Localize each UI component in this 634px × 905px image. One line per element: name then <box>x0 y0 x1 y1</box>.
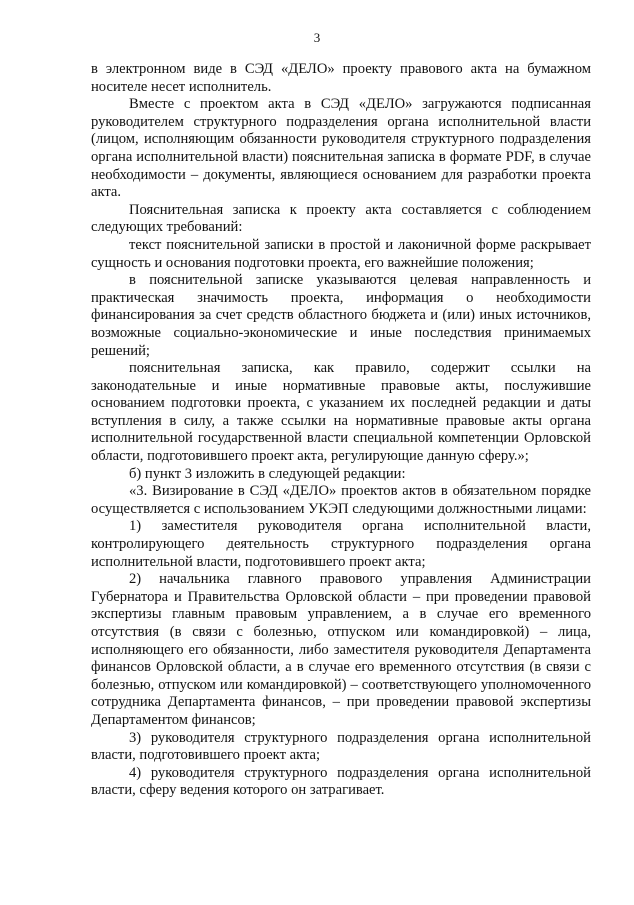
paragraph: текст пояснительной записки в простой и лаконичной форме раскрывает сущность и основания подготовки проекта, его важнейшие положения; <box>91 236 591 271</box>
document-body <box>91 61 591 800</box>
paragraph: «3. Визирование в СЭД «ДЕЛО» проектов актов в обязательном порядке осуществляется с использованием УКЭП следующими должностными лицами: <box>91 483 591 517</box>
paragraph: 1) заместителя руководителя органа исполнительной власти, контролирующего деятельность структурного подразделения органа исполнительной власти, подготовившего проект акта; <box>91 518 591 570</box>
paragraph: б) пункт 3 изложить в следующей редакции: <box>129 465 406 482</box>
page-number: 3 <box>313 30 321 45</box>
paragraph: Пояснительная записка к проекту акта составляется с соблюдением следующих требований: <box>91 201 591 236</box>
paragraph: 2) начальника главного правового управления Администрации Губернатора и Правительства Орловской области – при проведении правовой экспертизы главным правовым управлением, а в случае его временного отсутствия (в связи с болезнью, отпуском или командировкой) – лица, исполняющего его обязанности, либо заместителя руководителя Департамента финансов Орловской области, а в случае его временного отсутствия (в связи с болезнью, отпуском или командировкой) – соответствующего уполномоченного сотрудника Департамента финансов, – при проведении правовой экспертизы Департаментом финансов; <box>91 571 591 728</box>
paragraph: в пояснительной записке указываются целевая направленность и практическая значимость проекта, информация о необходимости финансирования за счет средств областного бюджета и (или) иных источников, возможные социально-экономические и иные последствия принимаемых решений; <box>91 272 591 359</box>
paragraph: 3) руководителя структурного подразделения органа исполнительной власти, подготовившего проект акта; <box>91 729 591 764</box>
paragraph: 4) руководителя структурного подразделения органа исполнительной власти, сферу ведения которого он затрагивает. <box>91 764 591 799</box>
paragraph: в электронном виде в СЭД «ДЕЛО» проекту правового акта на бумажном носителе несет исполнитель. <box>91 61 591 95</box>
paragraph: Вместе с проектом акта в СЭД «ДЕЛО» загружаются подписанная руководителем структурного подразделения органа исполнительной власти (лицом, исполняющим обязанности руководителя структурного подразделения органа исполнительной власти) пояснительная записка в формате PDF, в случае необходимости – документы, являющиеся основанием для разработки проекта акта. <box>91 96 591 201</box>
paragraph: пояснительная записка, как правило, содержит ссылки на законодательные и иные нормативные правовые акты, послужившие основанием подготовки проекта, с указанием их последней редакции и даты вступления в силу, а также ссылки на нормативные правовые акты органа исполнительной государственной власти специальной компетенции Орловской области, подготовившего проект акта, регулирующие данную сферу.»; <box>91 360 591 465</box>
